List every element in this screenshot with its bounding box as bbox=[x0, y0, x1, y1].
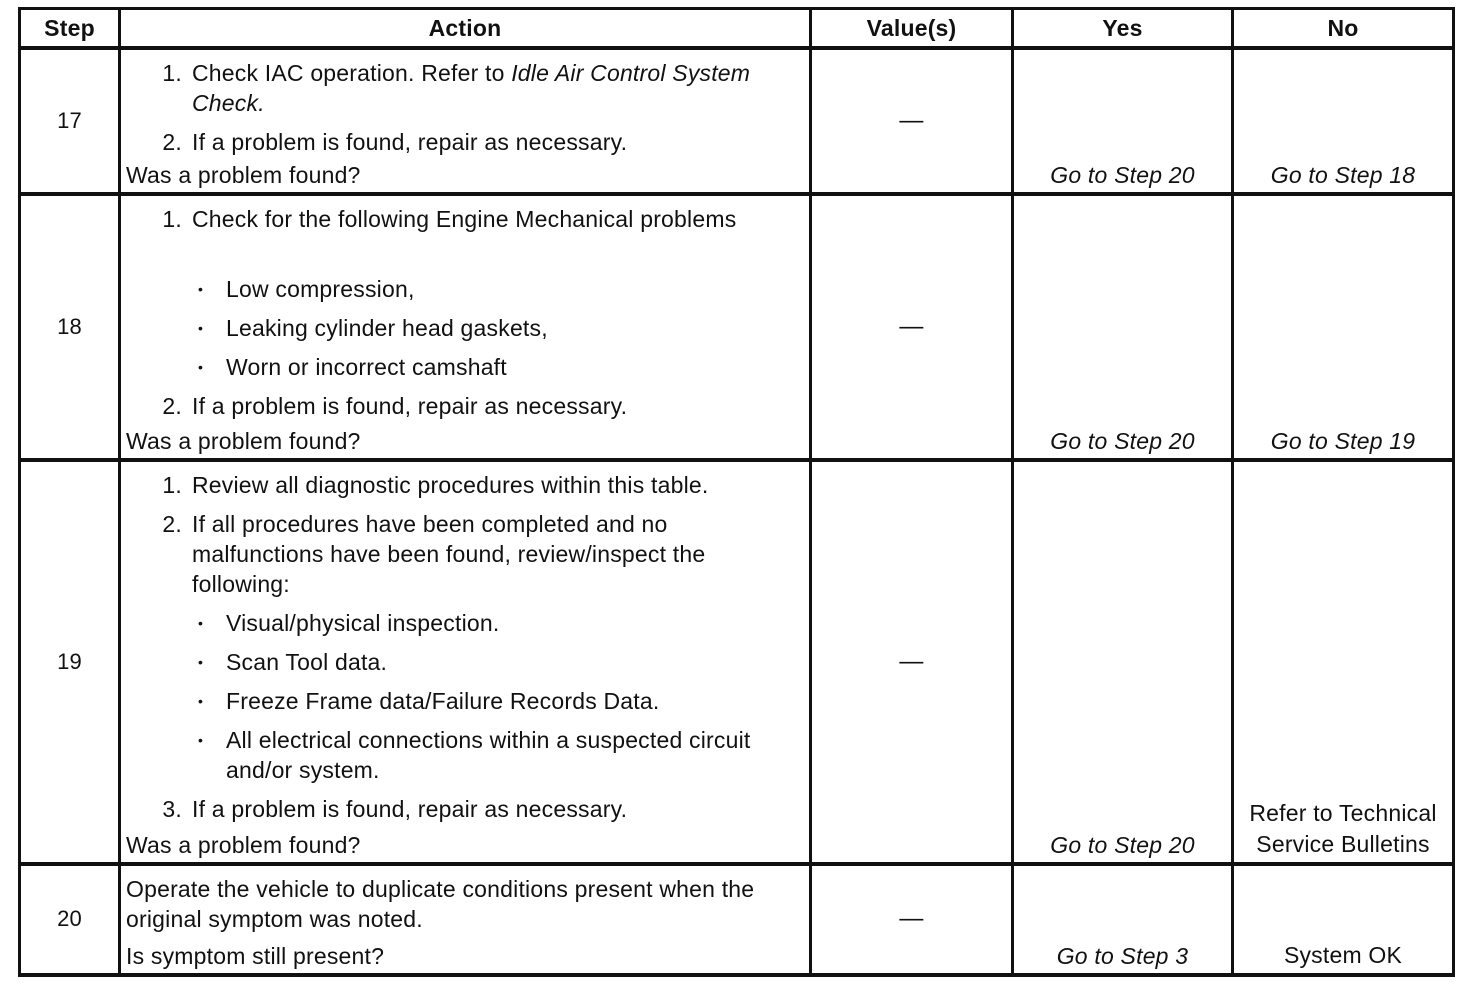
no-cell bbox=[1233, 48, 1454, 194]
header-step: Step bbox=[20, 9, 120, 49]
question-text: Was a problem found? bbox=[126, 428, 361, 455]
action-cell bbox=[120, 864, 811, 975]
action-text: Operate the vehicle to duplicate conditions present when the original symptom was noted. bbox=[126, 875, 755, 932]
no-cell bbox=[1233, 864, 1454, 975]
table-row-step-18 bbox=[20, 194, 1454, 460]
no-goto: System OK bbox=[1283, 942, 1403, 968]
header-yes: Yes bbox=[1013, 9, 1233, 49]
yes-goto: Go to Step 20 bbox=[1050, 831, 1195, 858]
table-row-step-17 bbox=[20, 48, 1454, 194]
table-row-step-19 bbox=[20, 460, 1454, 863]
yes-cell bbox=[1013, 460, 1233, 863]
question-text: Was a problem found? bbox=[126, 162, 361, 189]
step-number: 18 bbox=[20, 194, 120, 460]
action-cell bbox=[120, 48, 811, 194]
action-item: 1. Review all diagnostic procedures within this table. bbox=[162, 472, 709, 499]
yes-cell bbox=[1013, 194, 1233, 460]
action-steps bbox=[126, 58, 803, 157]
value-cell: — bbox=[811, 864, 1013, 975]
action-text: If a problem is found, repair as necessary. bbox=[192, 796, 628, 823]
step-number: 19 bbox=[20, 460, 120, 863]
action-item: 2. If all procedures have been completed and no malfunctions have been found, review/inspect the following: • Visual/physical inspection. • Scan Tool data. • Freeze Frame data/Failure Records Data. • All electrical connections within a suspected circuit and/or system. bbox=[192, 509, 803, 785]
step-number: 17 bbox=[20, 48, 120, 194]
bullet-item: • All electrical connections within a suspected circuit and/or system. bbox=[226, 725, 803, 785]
action-text: If all procedures have been completed and no malfunctions have been found, review/inspect the following: bbox=[192, 511, 706, 598]
yes-cell bbox=[1013, 48, 1233, 194]
yes-goto: Go to Step 3 bbox=[1056, 943, 1189, 969]
bullet-item: • Leaking cylinder head gaskets, bbox=[226, 313, 803, 343]
value-cell: — bbox=[811, 48, 1013, 194]
table-header-row bbox=[20, 9, 1454, 49]
no-goto: Go to Step 18 bbox=[1270, 162, 1416, 189]
question-text: Is symptom still present? bbox=[126, 943, 385, 969]
action-cell bbox=[120, 194, 811, 460]
reference-link: Idle Air Control System Check. bbox=[192, 60, 751, 116]
bullet-item: • Freeze Frame data/Failure Records Data. bbox=[226, 686, 803, 716]
bullet-list bbox=[192, 608, 803, 785]
action-text: If a problem is found, repair as necessary. bbox=[192, 129, 628, 155]
no-goto: Refer to Technical Service Bulletins bbox=[1249, 799, 1437, 857]
action-item: 3. If a problem is found, repair as necessary. bbox=[162, 796, 628, 823]
action-item: 2. If a problem is found, repair as necessary. bbox=[162, 129, 628, 155]
action-text: Check for the following Engine Mechanical problems bbox=[192, 206, 737, 233]
yes-goto: Go to Step 20 bbox=[1050, 428, 1195, 455]
action-steps bbox=[126, 470, 803, 824]
action-cell bbox=[120, 460, 811, 863]
value-cell: — bbox=[811, 194, 1013, 460]
header-action: Action bbox=[120, 9, 811, 49]
value-cell: — bbox=[811, 460, 1013, 863]
bullet-item: • Scan Tool data. bbox=[226, 647, 803, 677]
table-row-step-20 bbox=[20, 864, 1454, 975]
action-text: Review all diagnostic procedures within this table. bbox=[192, 472, 709, 499]
action-text: If a problem is found, repair as necessary. bbox=[192, 393, 628, 420]
header-values: Value(s) bbox=[811, 9, 1013, 49]
header-no: No bbox=[1233, 9, 1454, 49]
question-text: Was a problem found? bbox=[126, 831, 361, 858]
action-item: 1. Check for the following Engine Mechanical problems bbox=[162, 206, 737, 233]
action-text: Check IAC operation. Refer to bbox=[192, 60, 512, 86]
action-item: 2. If a problem is found, repair as necessary. bbox=[162, 393, 628, 420]
bullet-list bbox=[192, 274, 803, 382]
no-cell bbox=[1233, 460, 1454, 863]
bullet-group bbox=[192, 274, 803, 382]
step-number: 20 bbox=[20, 864, 120, 975]
no-goto: Go to Step 19 bbox=[1270, 428, 1416, 455]
bullet-item: • Visual/physical inspection. bbox=[226, 608, 803, 638]
action-item: 1. Check IAC operation. Refer to Idle Air Control System Check. bbox=[162, 60, 751, 116]
no-cell bbox=[1233, 194, 1454, 460]
action-steps bbox=[126, 204, 803, 421]
diagnostic-table-document bbox=[18, 7, 1452, 977]
yes-cell bbox=[1013, 864, 1233, 975]
diagnostic-table bbox=[18, 7, 1455, 977]
bullet-item: • Worn or incorrect camshaft bbox=[226, 352, 803, 382]
bullet-item: • Low compression, bbox=[226, 274, 803, 304]
yes-goto: Go to Step 20 bbox=[1050, 162, 1195, 189]
